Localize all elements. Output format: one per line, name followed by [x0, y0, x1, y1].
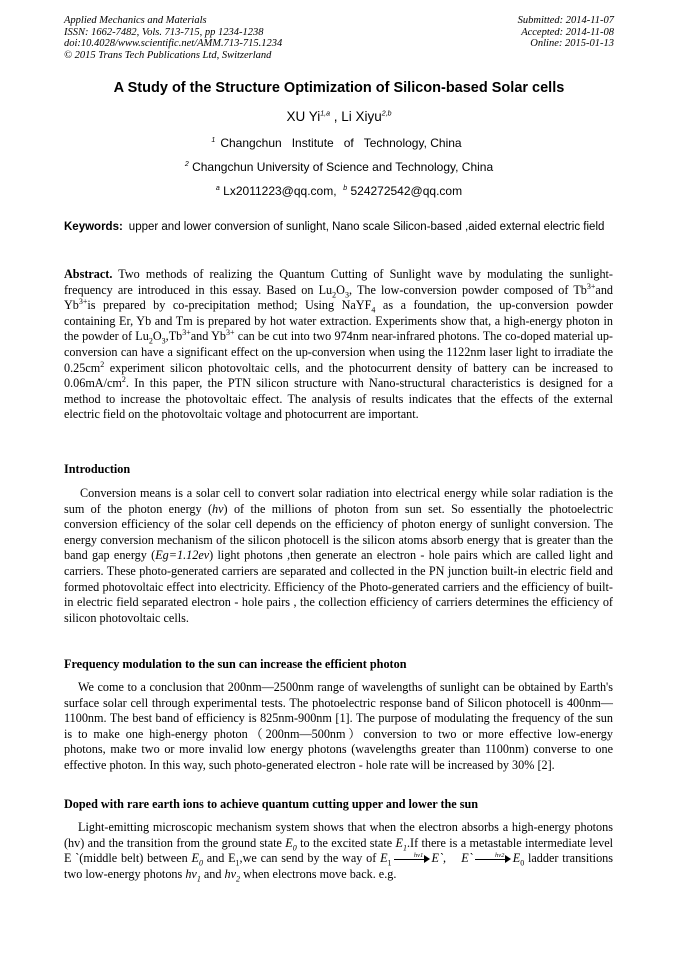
superscript: 3+ — [586, 281, 596, 291]
doping-text: and — [200, 866, 225, 881]
subscript: 2 — [148, 336, 153, 346]
affiliation-2-text: Changchun University of Science and Technology, China — [192, 160, 494, 174]
doping-text: when electrons move back. e.g. — [240, 866, 397, 881]
abstract-text: O — [336, 282, 345, 297]
publication-dates — [518, 15, 614, 50]
abstract-text: and Yb — [64, 282, 614, 313]
doping-heading: Doped with rare earth ions to achieve quantum cutting upper and lower the sun — [64, 797, 479, 811]
abstract-label: Abstract. — [64, 267, 113, 281]
affiliation-1-word: of — [343, 136, 354, 150]
math-subscript: 1 — [402, 843, 407, 853]
doping-text: and E — [202, 851, 236, 866]
author-2: Li Xiyu — [341, 109, 382, 124]
math-subscript: 0 — [520, 858, 525, 868]
superscript: 2 — [121, 375, 126, 385]
author-line — [40, 109, 638, 124]
doi-line: doi:10.4028/www.scientific.net/AMM.713-715.1234 — [64, 38, 283, 50]
math-subscript: 1 — [387, 858, 392, 868]
math-subscript: 2 — [236, 874, 241, 884]
author-separator: , — [329, 109, 342, 124]
abstract-text: ,Tb — [165, 329, 183, 344]
math-subscript: 0 — [292, 843, 297, 853]
keywords-text: upper and lower conversion of sunlight, Nano scale Silicon-based ,aided external electric field — [128, 221, 605, 233]
issn-line: ISSN: 1662-7482, Vols. 713-715, pp 1234-1238 — [64, 26, 264, 38]
subscript: 4 — [371, 305, 376, 315]
math-subscript: 0 — [198, 858, 203, 868]
math-symbol: E` — [461, 851, 473, 866]
superscript: 3+ — [182, 328, 191, 338]
doping-text: ladder transitions two low-energy photons — [64, 851, 613, 881]
online-date: Online: 2015-01-13 — [530, 38, 614, 50]
abstract-text: experiment silicon photovoltaic cells, and the photocurrent density of battery can be increased to 0.06mA/cm — [64, 360, 613, 391]
transition-formula-1 — [380, 851, 447, 868]
journal-info — [64, 15, 282, 61]
math-subscript: 1 — [196, 874, 201, 884]
arrow-label: hv2 — [495, 852, 505, 860]
superscript: 3+ — [226, 328, 235, 338]
abstract-text: as a foundation, the up-conversion powder containing Er, Yb and Tm is prepared by hot water extraction. Experiments show that, a high-energy photon in the powder of Lu — [64, 298, 614, 344]
affiliation-1-number: 1 — [211, 137, 216, 144]
intro-italic: Eg=1.12ev — [155, 548, 210, 563]
copyright-line: © 2015 Trans Tech Publications Ltd, Switzerland — [64, 49, 272, 61]
math-symbol: E — [395, 835, 403, 850]
paper-title: A Study of the Structure Optimization of Silicon-based Solar cells — [113, 80, 565, 96]
intro-italic: hv — [212, 501, 224, 516]
doping-text: Light-emitting microscopic mechanism system shows that when the electron absorbs a high-energy photons (hv) and the transition from the ground state — [64, 820, 613, 850]
accepted-date: Accepted: 2014-11-08 — [521, 26, 614, 38]
math-symbol: E — [191, 851, 199, 866]
doping-paragraph — [64, 820, 613, 882]
intro-text: Conversion means is a solar cell to convert solar radiation into electrical energy while solar radiation is the sum of the photon energy ( — [64, 486, 613, 516]
frequency-heading: Frequency modulation to the sun can increase the efficient photon — [64, 657, 407, 671]
affiliation-1-word: Changchun — [220, 136, 282, 150]
doping-text: to the excited state — [296, 835, 396, 850]
subscript: 3 — [344, 290, 349, 300]
math-subscript: 1 — [235, 858, 240, 868]
math-symbol: hv — [224, 866, 237, 881]
abstract-text: , The low-conversion powder composed of Tb — [348, 282, 587, 297]
email-a: Lx2011223@qq.com, — [223, 184, 337, 198]
abstract-text: is prepared by co-precipitation method; Using NaYF — [87, 298, 372, 313]
abstract — [64, 267, 613, 423]
affiliation-1-word: Technology, China — [363, 136, 462, 150]
affiliation-2-number: 2 — [184, 161, 189, 168]
arrow-label: hv1 — [413, 852, 424, 860]
introduction-paragraph — [64, 486, 613, 626]
abstract-text: O — [152, 329, 162, 344]
superscript: 3+ — [78, 297, 88, 307]
math-symbol: hv — [185, 866, 197, 881]
email-a-marker: a — [215, 185, 220, 192]
introduction-heading: Introduction — [64, 462, 131, 476]
intro-text: ) light photons ,then generate an electron - hole pairs which are called light and carriers. These photo-generated carriers are separated and collected in the PN junction built-in electric field and formed photovoltaic effect into electricity. Efficiency of the Photo-generated carriers and the efficiency of built-in electric field separated electron - hole pairs , the collection efficiency of carriers determines the efficiency of silicon photovoltaic cells. — [64, 548, 613, 625]
email-b: 524272542@qq.com — [350, 184, 463, 198]
frequency-paragraph — [64, 680, 613, 774]
abstract-text: can be cut into two 974nm near-infrared photons. The co-doped material up-conversion can have a significant effect on the up-conversion when using the 1122nm laser light to irradiate the 0.25cm — [64, 329, 613, 375]
doping-text: ,we can send by the way of — [239, 851, 381, 866]
affiliation-1 — [40, 136, 638, 150]
affiliation-1-word: Institute — [291, 136, 334, 150]
math-symbol: E — [380, 851, 388, 866]
doping-text: .If there is a metastable intermediate level E `(middle belt) between — [64, 835, 613, 866]
email-b-marker: b — [343, 185, 348, 192]
abstract-text: and Yb — [190, 329, 227, 344]
keywords — [64, 220, 613, 235]
submitted-date: Submitted: 2014-11-07 — [517, 15, 614, 26]
intro-text: ) of the millions of photon from sun set. So essentially the photoelectric conversion efficiency of the solar cell depends on the efficiency of photon energy of sunlight conversion. The energy conversion mechanism of the silicon photocell is the silicon atoms absorb energy that is greater than the band gap energy ( — [64, 501, 613, 563]
keywords-label: Keywords: — [64, 221, 123, 233]
transition-arrow-icon — [475, 854, 511, 864]
transition-formula-2 — [461, 851, 525, 868]
subscript: 3 — [161, 336, 166, 346]
abstract-text: . In this paper, the PTN silicon structure with Nano-structural characteristics is designed for a method to increase the photovoltaic effect. The analysis of results indicates that the effects of the external electric field on the photovoltaic voltage and photocurrent are important. — [64, 376, 613, 422]
author-2-affil: 2,b — [381, 110, 392, 118]
math-symbol: E`, — [431, 851, 447, 866]
math-symbol: E — [512, 851, 521, 866]
math-symbol: E — [285, 835, 293, 850]
abstract-text: Two methods of realizing the Quantum Cutting of Sunlight wave by modulating the sunlight-frequency are introduced in this essay. Based on Lu — [64, 267, 613, 297]
email-line — [40, 184, 638, 198]
affiliation-2 — [40, 160, 638, 174]
author-1-affil: 1,a — [320, 110, 330, 118]
author-1: XU Yi — [286, 109, 321, 124]
superscript: 2 — [100, 359, 105, 369]
frequency-text: We come to a conclusion that 200nm—2500nm range of wavelengths of sunlight can be obtained by Earth's surface solar cell through experimental tests. The photoelectric response band of Silicon photocell is 400nm—1100nm. The best band of efficiency is 825nm-900nm [1]. The purpose of modulating the frequency of the sun is to make one high-energy photon（200nm—500nm）conversion to two or more effective low-energy photons, make two or more invalid low energy photons (wavelengths greater than 1100nm) converse to one effective photon. In this way, such photo-generated electron - hole rate will be increased by 30% [2]. — [64, 680, 613, 772]
journal-name: Applied Mechanics and Materials — [64, 15, 207, 26]
transition-arrow-icon — [394, 854, 430, 864]
subscript: 2 — [332, 290, 337, 300]
